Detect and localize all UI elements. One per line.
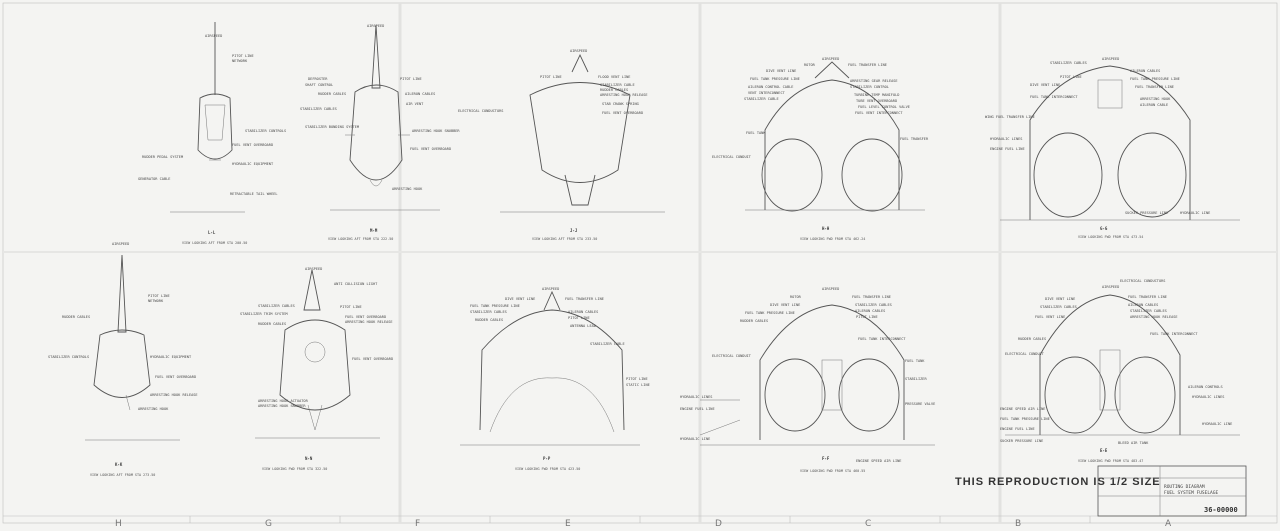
view-caption: VIEW LOOKING AFT FROM STA 233.50	[532, 237, 598, 241]
label: HYDRAULIC LINE	[1180, 211, 1211, 215]
label: FUEL TANK INTERCONNECT	[1150, 332, 1198, 336]
label: ARRESTING HOOK SNUBBER	[412, 129, 460, 133]
label: AILERON CABLE	[1140, 103, 1169, 107]
view-caption: VIEW LOOKING FWD FROM STA 473.54	[1078, 235, 1144, 239]
label: FUEL VENT LINE	[1035, 315, 1066, 319]
zone-letter: E	[565, 519, 571, 529]
section-mark: K-K	[115, 462, 123, 467]
label: STABILIZER CABLE	[590, 342, 625, 346]
label: FUEL TRANSFER LINE	[565, 297, 604, 301]
reduction-note: THIS REPRODUCTION IS 1/2 SIZE	[955, 476, 1161, 488]
zone-letter: D	[715, 519, 722, 529]
view-caption: VIEW LOOKING FWD FROM STA 483.47	[1078, 459, 1144, 463]
label: FUEL TRANSFER LINE	[848, 63, 887, 67]
view-caption: VIEW LOOKING FWD FROM STA 460.55	[800, 469, 866, 473]
label: HYDRAULIC EQUIPMENT	[232, 162, 274, 166]
label: ROTOR	[790, 295, 801, 299]
label: STABILIZER CABLE	[744, 97, 779, 101]
label: ELECTRICAL CONDUCTORS	[458, 109, 504, 113]
label: FUEL LEVEL CONTROL VALVE	[858, 105, 910, 109]
label: ANTI COLLISION LIGHT	[334, 282, 378, 286]
section-mark: L-L	[208, 230, 216, 235]
zone-letter: H	[115, 519, 122, 529]
label: ENGINE SPEED AIR LINE	[1000, 407, 1046, 411]
label: ROTOR	[804, 63, 815, 67]
label: STABILIZER BONDING SYSTEM	[305, 125, 360, 129]
label: ENGINE SPEED AIR LINE	[856, 459, 902, 463]
label: ARRESTING HOOK RELEASE	[1130, 315, 1178, 319]
label: FUEL TANK PRESSURE LINE	[745, 311, 795, 315]
label: FUEL TANK	[905, 359, 925, 363]
label: NETWORK	[148, 299, 164, 303]
label: TURBINE TEMP MANIFOLD	[854, 93, 900, 97]
section-mark: P-P	[543, 456, 551, 461]
label: ENGINE FUEL LINE	[1000, 427, 1035, 431]
label: RUDDER CABLES	[475, 318, 504, 322]
label: ARRESTING HOOK RELEASE	[150, 393, 198, 397]
label: AIRSPEED	[822, 287, 840, 291]
label: FUEL VENT OVERBOARD	[410, 147, 452, 151]
label: RUDDER CABLES	[62, 315, 91, 319]
label: AILERON CABLES	[568, 310, 599, 314]
label: AILERON CABLES	[405, 92, 436, 96]
label: HYDRAULIC LINE	[1202, 422, 1233, 426]
label: AIRSPEED	[570, 49, 588, 53]
label: SHAFT CONTROL	[305, 83, 334, 87]
zone-letter: G	[265, 519, 272, 529]
label: HYDRAULIC LINES	[990, 137, 1023, 141]
label: ELECTRICAL CONDUCTORS	[1120, 279, 1166, 283]
label: STABILIZER CONTROLS	[245, 129, 287, 133]
label: FUEL VENT OVERBOARD	[345, 315, 387, 319]
title-line-1: ROUTING DIAGRAM	[1164, 485, 1205, 490]
label: FUEL VENT INTERCONNECT	[855, 111, 903, 115]
label: AILERON CABLES	[855, 309, 886, 313]
label: AIRSPEED	[112, 242, 130, 246]
label: FUEL TRANSFER LINE	[1135, 85, 1174, 89]
label: AILERON CABLES	[1128, 303, 1159, 307]
label: AILERON CONTROL CABLE	[748, 85, 794, 89]
label: RUDDER PEDAL SYSTEM	[142, 155, 184, 159]
label: FUEL TANK PRESSURE LINE	[1000, 417, 1050, 421]
label: AIRSPEED	[367, 24, 385, 28]
label: AILERON CABLES	[1130, 69, 1161, 73]
label: ARRESTING HOOK ACTUATOR	[258, 399, 308, 403]
label: PRESSURE VALVE	[905, 402, 936, 406]
label: PITOT LINE	[340, 305, 362, 309]
zone-letter: C	[865, 519, 872, 529]
view-caption: VIEW LOOKING FWD FROM STA 462.24	[800, 237, 866, 241]
label: DIVE VENT LINE	[766, 69, 797, 73]
label: RUDDER CABLES	[1018, 337, 1047, 341]
label: STABILIZER CABLES	[258, 304, 295, 308]
label: STABILIZER	[905, 377, 927, 381]
section-mark: M-M	[370, 228, 378, 233]
section-mark: F-F	[822, 456, 830, 461]
label: ELECTRICAL CONDUIT	[1005, 352, 1044, 356]
section-mark: J-J	[570, 228, 578, 233]
label: HYDRAULIC LINES	[680, 395, 713, 399]
zone-letter: B	[1015, 519, 1022, 529]
label: STABILIZER CONTROL	[850, 85, 889, 89]
label: STABILIZER CABLES	[1050, 61, 1087, 65]
label: RUDDER CABLES	[600, 88, 629, 92]
label: RUDDER CABLES	[318, 92, 347, 96]
label: STABILIZER CONTROLS	[48, 355, 90, 359]
label: PITOT LINE	[1060, 75, 1082, 79]
label: TUBE VENT OVERBOARD	[856, 99, 898, 103]
label: HYDRAULIC EQUIPMENT	[150, 355, 192, 359]
label: FUEL TANK PRESSURE LINE	[750, 77, 800, 81]
view-caption: VIEW LOOKING AFT FROM STA 273.50	[90, 473, 156, 477]
label: PITOT LINE	[540, 75, 562, 79]
section-mark: G-G	[1100, 226, 1108, 231]
label: FUEL TANK INTERCONNECT	[858, 337, 906, 341]
view-caption: VIEW LOOKING FWD FROM STA 423.50	[515, 467, 581, 471]
label: AIRSPEED	[542, 287, 560, 291]
label: FUEL VENT OVERBOARD	[232, 143, 274, 147]
label: PITOT LINE	[232, 54, 254, 58]
label: HYDRAULIC LINE	[680, 437, 711, 441]
label: NETWORK	[232, 59, 248, 63]
label: ARRESTING HOOK RELEASE	[345, 320, 393, 324]
label: ELECTRICAL CONDUIT	[712, 155, 751, 159]
label: ARRESTING GEAR RELEASE	[850, 79, 898, 83]
section-mark: H-H	[822, 226, 830, 231]
label: PITOT LINE	[626, 377, 648, 381]
label: PITOT LINE	[400, 77, 422, 81]
view-caption: VIEW LOOKING FWD FROM STA 322.50	[262, 467, 328, 471]
label: DIVE VENT LINE	[770, 303, 801, 307]
label: ELECTRICAL CONDUIT	[712, 354, 751, 358]
label: AIRSPEED	[1102, 285, 1120, 289]
zone-letter: A	[1165, 519, 1172, 529]
label: ARRESTING HOOK RELEASE	[600, 93, 648, 97]
drawing-number: 36-00000	[1204, 506, 1238, 514]
label: FUEL TRANSFER LINE	[852, 295, 891, 299]
label: AILERON CONTROLS	[1188, 385, 1223, 389]
label: AIR VENT	[406, 102, 424, 106]
label: FUEL VENT OVERBOARD	[155, 375, 197, 379]
label: GENERATOR CABLE	[138, 177, 171, 181]
label: DEFROSTER	[308, 77, 328, 81]
label: STABILIZER CABLES	[300, 107, 337, 111]
label: STABILIZER CABLES	[1040, 305, 1077, 309]
label: HYDRAULIC LINES	[1192, 395, 1225, 399]
zone-letter: F	[415, 519, 421, 529]
label: RUDDER CABLES	[258, 322, 287, 326]
label: RETRACTABLE TAIL WHEEL	[230, 192, 278, 196]
label: PITOT LINE	[856, 315, 878, 319]
label: AIRSPEED	[1102, 57, 1120, 61]
label: STABILIZER CABLE	[600, 83, 635, 87]
label: RUDDER CABLES	[740, 319, 769, 323]
label: ENGINE FUEL LINE	[680, 407, 715, 411]
label: FUEL TANK	[746, 131, 766, 135]
label: FUEL TRANSFER	[900, 137, 929, 141]
label: PITOT LINE	[148, 294, 170, 298]
label: ARRESTING HOOK SNUBBER	[258, 404, 306, 408]
label: AIRSPEED	[822, 57, 840, 61]
label: DIVE VENT LINE	[1030, 83, 1061, 87]
label: ENGINE FUEL LINE	[990, 147, 1025, 151]
label: STATIC LINE	[626, 383, 650, 387]
label: SUCKER PRESSURE LINE	[1125, 211, 1169, 215]
label: FLOOD VENT LINE	[598, 75, 631, 79]
label: DIVE VENT LINE	[1045, 297, 1076, 301]
label: AIRSPEED	[305, 267, 323, 271]
label: FUEL VENT OVERBOARD	[352, 357, 394, 361]
label: STABILIZER CABLES	[1130, 309, 1167, 313]
label: FUEL TANK PRESSURE LINE	[470, 304, 520, 308]
section-mark: N-N	[305, 456, 313, 461]
label: STABILIZER TRIM SYSTEM	[240, 312, 288, 316]
label: STAB CRANK SPRING	[602, 102, 639, 106]
label: ARRESTING HOOK	[138, 407, 169, 411]
label: PITOT LINE	[568, 316, 590, 320]
section-mark: E-E	[1100, 448, 1108, 453]
label: FUEL TRANSFER LINE	[1128, 295, 1167, 299]
label: AIRSPEED	[205, 34, 223, 38]
label: SUCKER PRESSURE LINE	[1000, 439, 1044, 443]
label: FUEL VENT OVERBOARD	[602, 111, 644, 115]
view-caption: VIEW LOOKING AFT FROM STA 200.50	[182, 241, 248, 245]
label: BLEED AIR TANK	[1118, 441, 1149, 445]
label: DIVE VENT LINE	[505, 297, 536, 301]
label: FUEL TANK INTERCONNECT	[1030, 95, 1078, 99]
label: VENT INTERCONNECT	[748, 91, 785, 95]
title-line-2: FUEL SYSTEM FUSELAGE	[1164, 491, 1219, 496]
label: ARRESTING HOOK	[1140, 97, 1171, 101]
label: ANTENNA LEAD	[570, 324, 596, 328]
label: FUEL TANK PRESSURE LINE	[1130, 77, 1180, 81]
label: STABILIZER CABLES	[855, 303, 892, 307]
view-caption: VIEW LOOKING AFT FROM STA 222.50	[328, 237, 394, 241]
label: STABILIZER CABLES	[470, 310, 507, 314]
label: WING FUEL TRANSFER LINE	[985, 115, 1035, 119]
label: ARRESTING HOOK	[392, 187, 423, 191]
